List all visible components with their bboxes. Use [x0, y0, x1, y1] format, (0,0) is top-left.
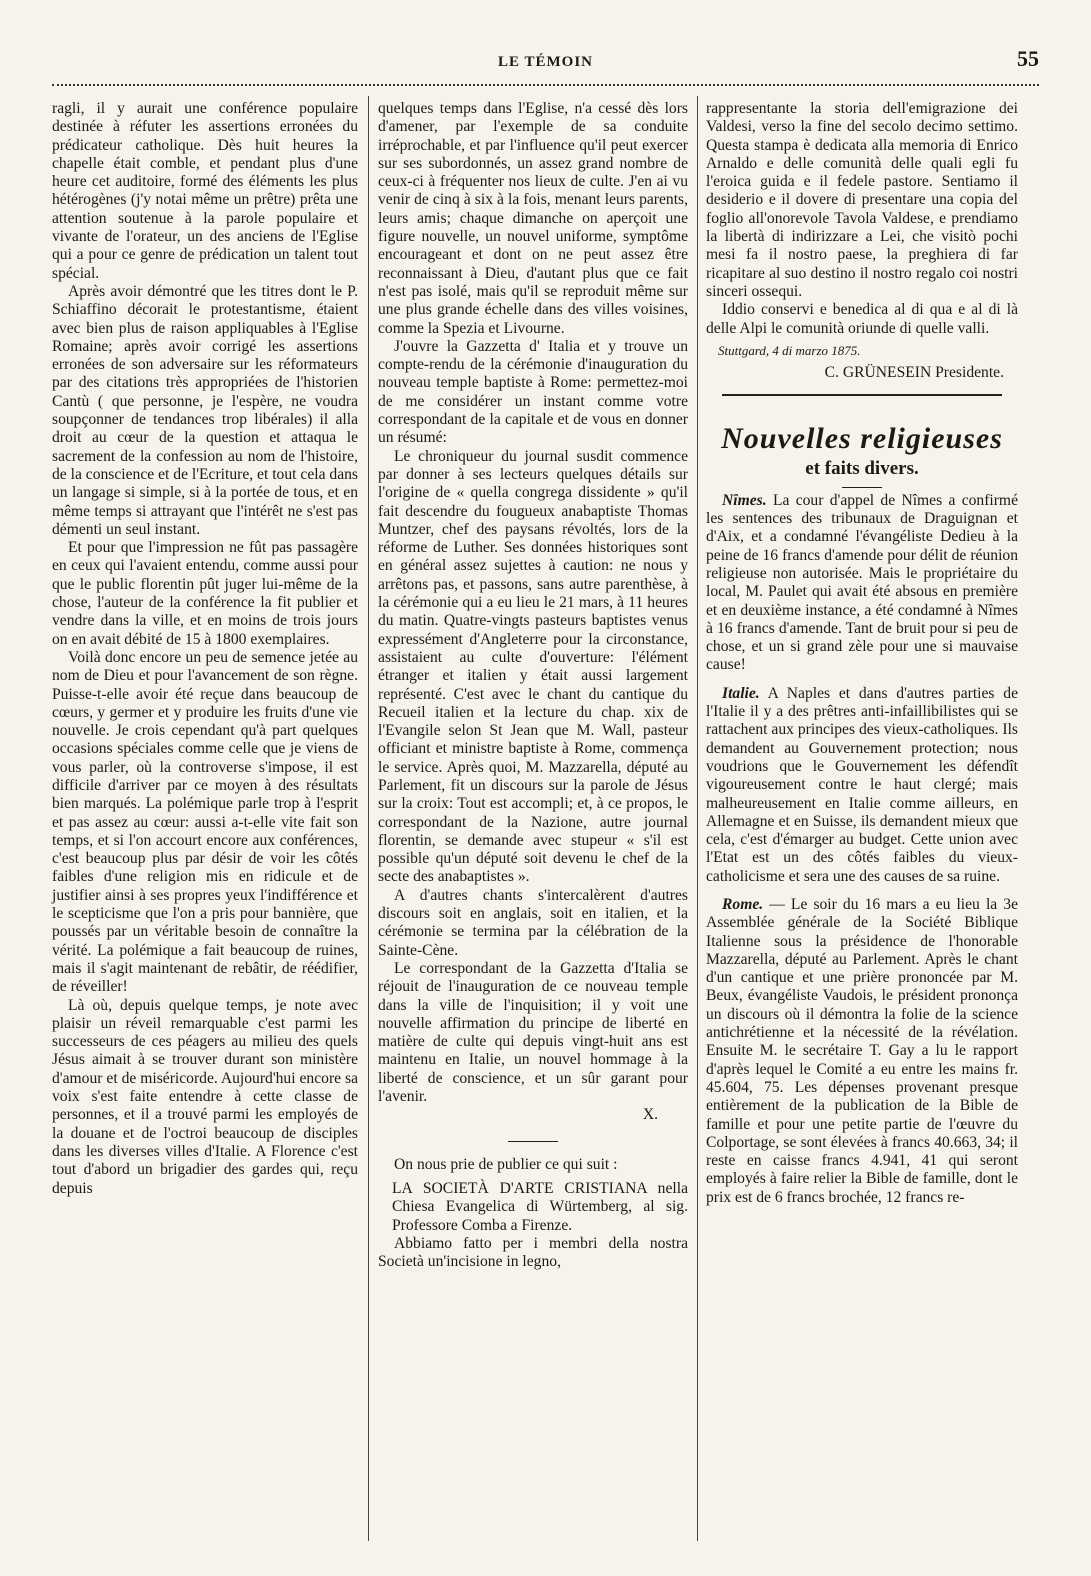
- paragraph: Là où, depuis quelque temps, je note avec plaisir un réveil remarquable c'est parmi les successeurs de ces péagers au milieu des quels Jésus aimait à se trouver durant son ministère d'amour et de miséricorde. Aujourd'hui encore sa voix s'est faite entendre à cette classe de personnes, et il a trouvé parmi les employés de la douane et de l'octroi beaucoup de disciples dans les diverses villes d'Italie. A Florence c'est tout d'abord un brigadier des gardes qui, reçu depuis: [52, 996, 358, 1197]
- letter-text: rappresentante la storia dell'emigrazione dei Valdesi, verso la fine del secolo decimo settimo. Questa stampa è dedicata alla memoria di Enrico Arnaldo e delle comunità delle quali egli fu l'eroica guida e il fedele pastore. Sentiamo il desiderio e il dovere di presentare una copia del foglio all'onorevole Tavola Valdese, e prendiamo la libertà di indirizzare a Lei, che visitò pochi mesi fa il nostro paese, la preghiera di far ricapitare al suo destino il nostro regalo coi nostri sinceri ossequi.: [706, 100, 1018, 300]
- page-number: 55: [1017, 46, 1039, 71]
- news-item: [706, 492, 1018, 675]
- paragraph: Voilà donc encore un peu de semence jetée au nom de Dieu et pour l'avancement de son règne. Puisse-t-elle avoir été reçue dans beaucoup de cœurs, y germer et y produire les fruits d'une vie nouvelle. Je crois cependant qu'à part quelques occasions spéciales comme celle que je viens de vous parler, où la controverse s'impose, il est difficile d'arriver par ce moyen à des résultats bien marqués. La polémique parle trop à l'esprit et pas assez au cœur: aussi a-t-elle vite fait son temps, et si l'on accourt encore aux conférences, c'est beaucoup plus par désir de voir les côtés faibles d'une religion mis en ridicule et de justifier ainsi à ses propres yeux l'indifférence et le scepticisme que l'on a pris pour bannière, que poussés par un véritable besoin de connaître la vérité. La polémique a fait beaucoup de ruines, mais il s'agit maintenant de rebâtir, de réédifier, de réveiller!: [52, 648, 358, 996]
- paragraph: Après avoir démontré que les titres dont le P. Schiaffino décorait le protestantisme, étaient avec bien plus de raison appliquables à l'Eglise Romaine; après avoir corrigé les assertions erronées de son adversaire sur les réformateurs par des citations très appropriées de l'historien Cantù ( que personne, je l'espère, ne voudra soupçonner de tendances trop libérales) il alla droit au cœur de la question et attaqua le sacrement de la confession au nom de l'histoire, de la conscience et de l'Ecriture, et tout cela dans un langage si simple, si à la portée de tous, et en même temps si attrayant que l'intérêt ne s'est pas démenti un seul instant.: [52, 282, 358, 538]
- news-place: Rome.: [722, 895, 764, 913]
- letter-blessing: Iddio conservi e benedica al di qua e al di là delle Alpi le comunità oriunde di quelle valli.: [706, 301, 1018, 337]
- paragraph: ragli, il y aurait une conférence populaire destinée à réfuter les assertions erronées du prédicateur catholique. Dès huit heures la chapelle était comble, et pendant plus d'une heure cet auditoire, formé des éléments les plus hétérogènes (j'y notai même un prêtre) prêta une attention soutenue à la parole populaire et vivante de l'orateur, un des anciens de l'Eglise qui a pour ce genre de prédication un talent tout spécial.: [52, 100, 358, 282]
- subtitle-rule: [842, 487, 882, 488]
- news-place: Italie.: [722, 684, 760, 702]
- notice-heading: LA SOCIETÀ D'ARTE CRISTIANA nella Chiesa Evangelica di Würtemberg, al sig. Professore Comba a Firenze.: [392, 1179, 688, 1234]
- notice-body: Abbiamo fatto per i membri della nostra Società un'incisione in legno,: [378, 1234, 688, 1271]
- news-text: La cour d'appel de Nîmes a confirmé les sentences des tribunaux de Draguignan et d'Aix, et a condamné l'évangéliste Dedieu à la peine de 16 francs d'amende pour délit de réunion religieuse non autorisée. Mais le propriétaire du local, M. Paulet qui avait été absous en première et en deuxième instance, a été condamné à Nîmes à 16 francs d'amende. Tant de bruit pour si peu de chose, et un si grand zèle pour une si mauvaise cause!: [706, 491, 1018, 674]
- column-1: [52, 100, 358, 1198]
- news-text: — Le soir du 16 mars a eu lieu la 3e Assemblée générale de la Société Biblique Italienne sous la présidence de l'honorable Mazzarella, député au Parlement. Après le chant d'un cantique et une prière prononcée par M. Beux, évangéliste Vaudois, le président prononça un discours où il démontra la folie de la science antichrétienne et la nécessité de la révélation. Ensuite M. le secrétaire T. Gay a lu le rapport d'après lequel le Comité a eu entre les mains fr. 45.604, 75. Les dépenses provenant presque entièrement de la publication de la Bible de famille et pour une petite partie de l'œuvre du Colportage, se sont élevées à francs 40.663, 34; il reste en caisse francs 4.941, 41 qui seront employés à faire relier la Bible de famille, dont le prix est de 6 francs brochée, 12 francs re-: [706, 895, 1018, 1206]
- section-separator: [508, 1141, 558, 1142]
- column-divider: [368, 96, 369, 1541]
- author-initial: X.: [642, 1106, 658, 1124]
- paragraph: A d'autres chants s'intercalèrent d'autres discours soit en anglais, soit en italien, et la cérémonie se termina par la célébration de la Sainte-Cène.: [378, 886, 688, 959]
- dateline: Stuttgard, 4 di marzo 1875.: [718, 342, 861, 358]
- paragraph: quelques temps dans l'Eglise, n'a cessé dès lors d'amener, par l'exemple de sa conduite irréprochable, et par l'influence qu'il peut exercer sur ses subordonnés, un assez grand nombre de ceux-ci à fréquenter nos lieux de culte. J'en ai vu venir de cinq à six à la fois, menant leurs parents, leurs amis; chaque dimanche on aperçoit une figure nouvelle, un nouvel uniforme, symptôme encourageant et dont on ne peut assez être reconnaissant à Dieu, d'autant plus que ce fait n'est pas isolé, mais qu'il se reproduit même sur une plus grande échelle dans des villes voisines, comme la Spezia et Livourne.: [378, 100, 688, 337]
- paragraph: Et pour que l'impression ne fût pas passagère en ceux qui l'avaient entendu, comme aussi pour que le public florentin pût juger lui-même de la chose, l'auteur de la conférence la fit publier et vendre dans la ville, et en moins de trois jours on en avait débité de 15 à 1800 exemplaires.: [52, 539, 358, 648]
- section-subtitle: et faits divers.: [805, 458, 919, 480]
- column-3: [706, 100, 1018, 1207]
- signature: C. GRÜNESEIN Presidente.: [824, 364, 1004, 382]
- news-text: A Naples et dans d'autres parties de l'Italie il y a des prêtres anti-infaillibilistes qui se rattachent aux principes des vieux-catholiques. Ils demandent au Gouvernement protection; nous voudrions que le Gouvernement les défendît vigoureusement contre le haut clergé; mais malheureusement en Italie comme ailleurs, en Allemagne et en Suisse, ils demandent mieux que cela, c'est d'émarger au budget. Cette union avec l'Etat est un des côtés faibles du vieux-catholicisme et sera une des causes de sa ruine.: [706, 684, 1018, 885]
- header-rule: [52, 84, 1039, 86]
- running-title: LE TÉMOIN: [498, 54, 593, 70]
- section-rule: [722, 394, 1002, 396]
- news-place: Nîmes.: [722, 491, 767, 509]
- paragraph: Le chroniqueur du journal susdit commence par donner à ses lecteurs quelques détails sur l'origine de « quella congrega dissidente » qu'il fait descendre du fougueux anabaptiste Thomas Muntzer, chef des paysans révoltés, lors de la réforme de Luther. Ses données historiques sont en général assez sujettes à caution: ne nous y arrêtons pas, et passons, sans autre parenthèse, à la cérémonie qui a eu lieu le 21 mars, à 11 heures du matin. Quatre-vingts pasteurs baptistes venus expressément d'Angleterre pour la circonstance, assistaient au culte d'ouverture: l'élément étranger et italien y était aussi largement représenté. C'est avec le chant du cantique du Recueil italien et la lecture du chap. xix de l'Evangile selon St Jean que M. Wall, pasteur officiant et ministre baptiste à Rome, commença le service. Après quoi, M. Mazzarella, député au Parlement, fit un discours sur la parole de Jésus sur la croix: Tout est accompli; et, à ce propos, le correspondant de la Nazione, autre journal florentin, se demande avec stupeur « s'il est possible qu'un député soit devenu le chef de la secte des anabaptistes ».: [378, 447, 688, 886]
- paragraph: Le correspondant de la Gazzetta d'Italia se réjouit de l'inauguration de ce nouveau temple dans la ville de l'inquisition; il y voit une nouvelle affirmation du principe de liberté en matière de culte qui depuis vingt-huit ans est maintenu en Italie, un nouvel hommage à la liberté de conscience, et un sûr garant pour l'avenir.: [378, 959, 688, 1106]
- section-title: Nouvelles religieuses: [721, 422, 1003, 456]
- paragraph: J'ouvre la Gazzetta d' Italia et y trouve un compte-rendu de la cérémonie d'inauguration du nouveau temple baptiste à Rome: permettez-moi de me considérer un instant comme votre correspondant de la capitale et de vous en donner un résumé:: [378, 337, 688, 447]
- column-2: [378, 100, 688, 1271]
- page-header: [52, 46, 1039, 80]
- news-item: [706, 896, 1018, 1207]
- news-item: [706, 685, 1018, 886]
- notice-intro: On nous prie de publier ce qui suit :: [394, 1155, 618, 1173]
- column-divider: [697, 96, 698, 1541]
